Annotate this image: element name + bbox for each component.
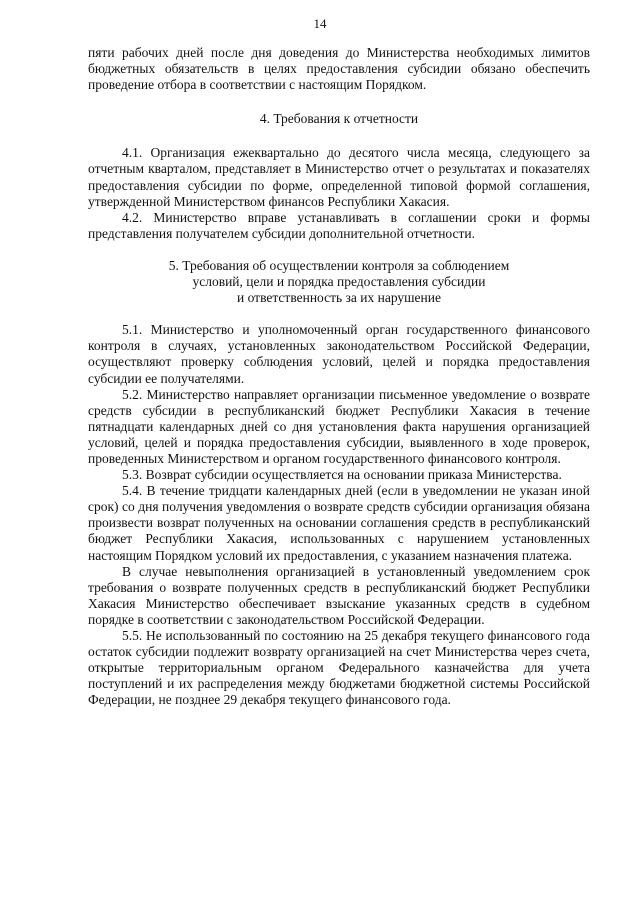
section-5-paragraph-6: 5.5. Не использованный по состоянию на 25 декабря текущего финансового года остаток субсидии подлежит возврату организацией на счет Министерства через счета, открытые территориальным органом Федерального казначейства для учета поступлений и их распределения между бюджетами бюджетной системы Российской Федерации, не позднее 29 декабря текущего финансового года.	[88, 628, 590, 708]
section-5-heading-line-1: 5. Требования об осуществлении контроля за соблюдением	[168, 257, 510, 273]
section-5-paragraph-5: В случае невыполнения организацией в установленный уведомлением срок требования о возврате полученных средств в республиканский бюджет Республики Хакасия Министерство обеспечивает взыскание указанных средств в судебном порядке в соответствии с законодательством Российской Федерации.	[88, 563, 590, 627]
section-5-heading-line-3: и ответственность за их нарушение	[237, 290, 441, 306]
intro-paragraph: пяти рабочих дней после дня доведения до Министерства необходимых лимитов бюджетных обязательств в целях предоставления субсидии обязано обеспечить проведение отбора в соответствии с настоящим Порядком.	[88, 45, 590, 93]
section-4-paragraph-1: 4.1. Организация ежеквартально до десятого числа месяца, следующего за отчетным кварталом, представляет в Министерство отчет о результатах и показателях предоставления субсидии по форме, определенной типовой формой соглашения, утвержденной Министерством финансов Республики Хакасия.	[88, 145, 590, 209]
section-5-paragraph-3: 5.3. Возврат субсидии осуществляется на основании приказа Министерства.	[122, 467, 562, 483]
section-4-heading: 4. Требования к отчетности	[259, 111, 419, 127]
section-5-paragraph-4: 5.4. В течение тридцати календарных дней (если в уведомлении не указан иной срок) со дня получения уведомления о возврате средств субсидии организация обязана произвести возврат полученных на основании соглашения средств в республиканский бюджет Республики Хакасия, использованных с нарушением установленных настоящим Порядком условий их предоставления, с указанием назначения платежа.	[88, 483, 590, 563]
section-4-paragraph-2: 4.2. Министерство вправе устанавливать в соглашении сроки и формы представления получателем субсидии дополнительной отчетности.	[88, 209, 590, 241]
section-5-paragraph-2: 5.2. Министерство направляет организации письменное уведомление о возврате средств субсидии в республиканский бюджет Республики Хакасия в течение пятнадцати календарных дней со дня установления факта нарушения организацией условий, целей и порядка предоставления субсидии, выявленного в ходе проверок, проведенных Министерством и органом государственного финансового контроля.	[88, 386, 590, 466]
document-body	[88, 45, 590, 708]
section-5-heading-line-2: условий, цели и порядка предоставления субсидии	[192, 274, 486, 290]
section-5-paragraph-1: 5.1. Министерство и уполномоченный орган государственного финансового контроля в случаях, установленных законодательством Российской Федерации, осуществляют проверку соблюдения условий, целей и порядка предоставления субсидии ее получателями.	[88, 322, 590, 386]
page-number: 14	[313, 16, 327, 31]
section-5-heading	[88, 258, 590, 306]
